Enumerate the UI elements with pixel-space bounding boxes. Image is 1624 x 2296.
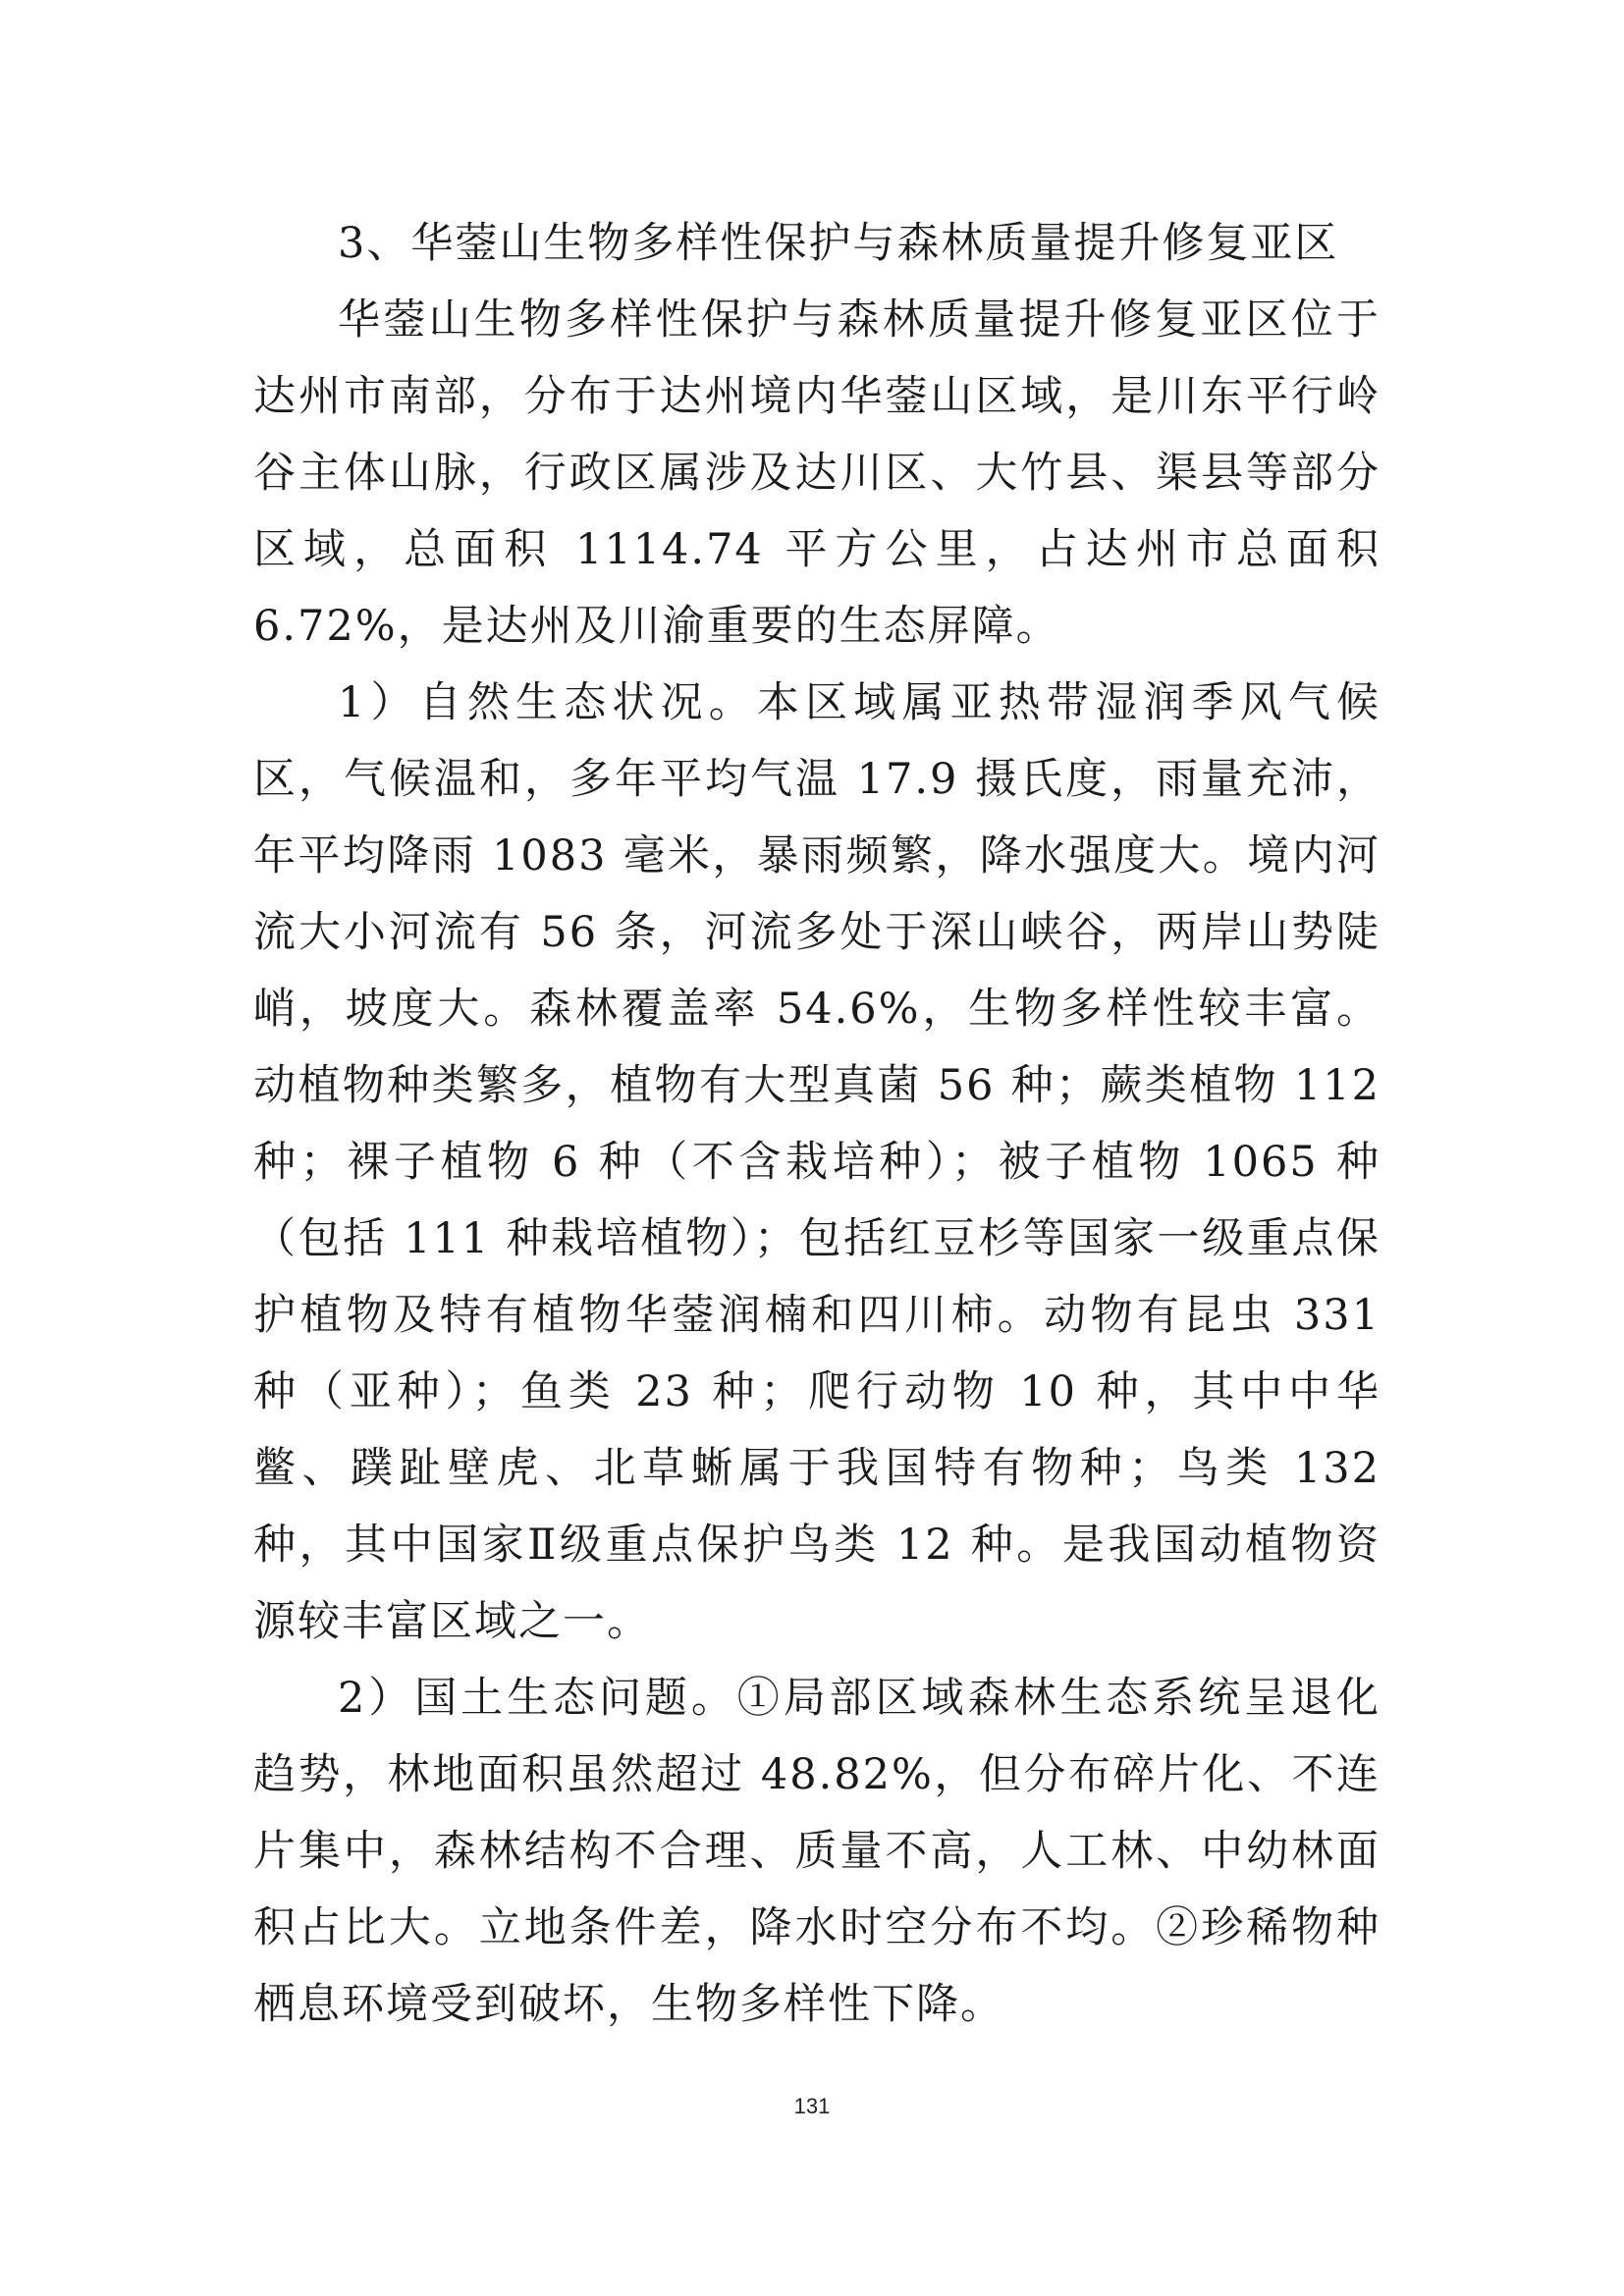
paragraph-ecological-problems: 2）国土生态问题。①局部区域森林生态系统呈退化趋势，林地面积虽然超过 48.82%，但分布碎片化、不连片集中，森林结构不合理、质量不高，人工林、中幼林面积占比大。立地条件差，降水时空分布不均。②珍稀物种栖息环境受到破坏，生物多样性下降。 xyxy=(253,1674,1380,2029)
page-body xyxy=(253,206,1380,2043)
paragraph-overview: 华蓥山生物多样性保护与森林质量提升修复亚区位于达州市南部，分布于达州境内华蓥山区域，是川东平行岭谷主体山脉，行政区属涉及达川区、大竹县、渠县等部分区域，总面积 1114.74 平方公里，占达州市总面积 6.72%，是达州及川渝重要的生态屏障。 xyxy=(253,295,1380,651)
paragraph-natural-ecology: 1）自然生态状况。本区域属亚热带湿润季风气候区，气候温和，多年平均气温 17.9 摄氏度，雨量充沛，年平均降雨 1083 毫米，暴雨频繁，降水强度大。境内河流大小河流有 56 条，河流多处于深山峡谷，两岸山势陡峭，坡度大。森林覆盖率 54.6%，生物多样性较丰富。动植物种类繁多，植物有大型真菌 56 种；蕨类植物 112 种；裸子植物 6 种（不含栽培种）；被子植物 1065 种（包括 111 种栽培植物）；包括红豆杉等国家一级重点保护植物及特有植物华蓥润楠和四川柿。动物有昆虫 331 种（亚种）；鱼类 23 种；爬行动物 10 种，其中中华鳖、蹼趾壁虎、北草蜥属于我国特有物种；鸟类 132 种，其中国家Ⅱ级重点保护鸟类 12 种。是我国动植物资源较丰富区域之一。 xyxy=(253,678,1380,1646)
section-heading: 3、华蓥山生物多样性保护与森林质量提升修复亚区 xyxy=(338,219,1339,268)
page-number: 131 xyxy=(793,2094,831,2118)
